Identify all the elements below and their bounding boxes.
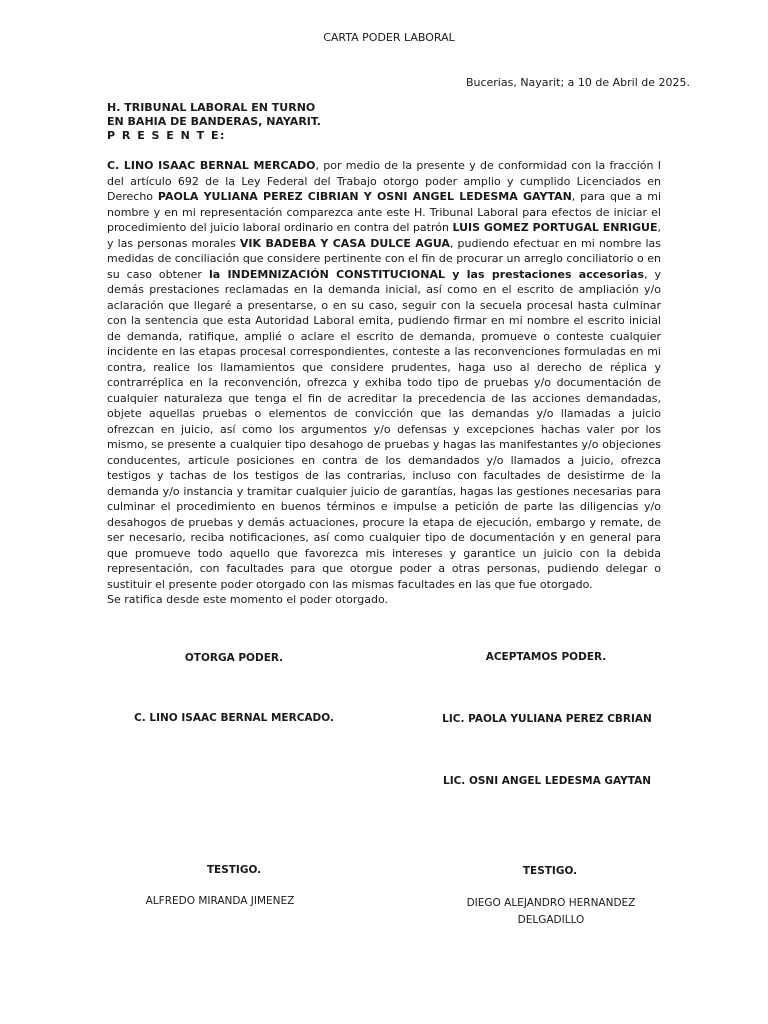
witness-left-name: ALFREDO MIRANDA JIMENEZ xyxy=(145,895,295,907)
body-paragraph xyxy=(107,158,661,592)
body-text-4: , pudiendo efectuar en mi nombre las medidas de conciliación que considere pertinente con el fin de procurar un arreglo conciliatorio o en su caso obtener xyxy=(107,236,661,281)
attorney-2-signature-name: LIC. OSNI ANGEL LEDESMA GAYTAN xyxy=(443,775,651,787)
witness-left-heading: TESTIGO. xyxy=(206,864,262,876)
addressee-line-2: EN BAHIA DE BANDERAS, NAYARIT. xyxy=(107,115,321,128)
witness-right-name xyxy=(423,895,679,929)
body-text-2: , para que a mi nombre y en mi representación comparezca ante este H. Tribunal Laboral para efectos de iniciar el procedimiento del juicio laboral ordinario en contra del patrón xyxy=(107,190,662,234)
grantor-name: C. LINO ISAAC BERNAL MERCADO xyxy=(107,159,316,172)
body-text-5: , y demás prestaciones reclamadas en la demanda inicial, así como en el escrito de ampliación y/o aclaración que llegaré a presentarse, o en su caso, seguir con la secuela procesal hasta culminar con la sentencia que esta Autoridad Laboral emita, pudiendo firmar en mi nombre el escrito inicial de demanda, ratifique, amplié o aclare el escrito de demanda, promueve o conteste cualquier incidente en las etapas procesal correspondientes, conteste a las reconvenciones formuladas en mi contra, realice los llamamientos que considere prudentes, haga uso al derecho de réplica y contrarréplica en la reconvención, ofrezca y exhiba todo tipo de pruebas y/o documentación de cualquier naturaleza que tenga el fin de acreditar la precedencia de las acciones demandadas, objete aquellas pruebas o elementos de convicción que las demandas y/o llamadas a juicio ofrezcan en juicio, así como los argumentos y/o defensas y excepciones hachas valer por los mismo, se presente a cualquier tipo desahogo de pruebas y hagas las manifestantes y/o objeciones conducentes, articule posiciones en contra de los demandados y/o llamados a juicio, ofrezca testigos y tachas de los testigos de las contrarias, incluso con facultades de desistirme de la demanda y/o instancia y tramitar cualquier juicio de garantías, hagas las gestiones necesarias para culminar el procedimiento en buenos términos e impulse a petición de parte las diligencias y/o desahogos de pruebas y demás actuaciones, procure la etapa de ejecución, embargo y remate, de ser necesario, reciba notificaciones, así como cualquier tipo de documentación y en general para que promueve todo aquello que favorezca mis intereses y garantice un juicio con la debida representación, con facultades para que otorgue poder a otras personas, pudiendo delegar o sustituir el presente poder otorgado con las mismas facultades en las que fue otorgado. xyxy=(107,267,661,591)
employer-name: LUIS GOMEZ PORTUGAL ENRIGUE xyxy=(452,221,658,234)
addressee-line-1: H. TRIBUNAL LABORAL EN TURNO xyxy=(107,101,316,114)
grantor-signature-name: C. LINO ISAAC BERNAL MERCADO. xyxy=(134,712,334,724)
attorney-1-signature-name: LIC. PAOLA YULIANA PEREZ CBRIAN xyxy=(442,713,652,725)
addressee-block xyxy=(107,101,321,143)
body-text-1: , por medio de la presente y de conformidad con la fracción I del artículo 692 de la Ley Federal del Trabajo otorgo poder amplio y cumplido Licenciados en Derecho xyxy=(107,159,661,203)
claim-text: la INDEMNIZACIÓN CONSTITUCIONAL y las prestaciones accesorias xyxy=(208,267,644,281)
addressee-line-3: P R E S E N T E: xyxy=(107,129,226,142)
witness-right-name-line-1: DIEGO ALEJANDRO HERNANDEZ xyxy=(466,897,636,909)
document-title: CARTA PODER LABORAL xyxy=(323,31,455,44)
body-text-3: , y las personas morales xyxy=(107,221,661,250)
witness-right-name-line-2: DELGADILLO xyxy=(517,914,585,926)
attorneys-names: PAOLA YULIANA PEREZ CIBRIAN Y OSNI ANGEL LEDESMA GAYTAN xyxy=(157,190,572,203)
acceptance-heading: ACEPTAMOS PODER. xyxy=(485,651,607,663)
witness-right-heading: TESTIGO. xyxy=(522,865,578,877)
place-date: Bucerias, Nayarit; a 10 de Abril de 2025. xyxy=(465,76,690,89)
body-text xyxy=(107,158,661,608)
companies-names: VIK BADEBA Y CASA DULCE AGUA xyxy=(239,236,450,250)
grantor-heading: OTORGA PODER. xyxy=(184,652,284,664)
closing-line: Se ratifica desde este momento el poder otorgado. xyxy=(107,593,388,606)
